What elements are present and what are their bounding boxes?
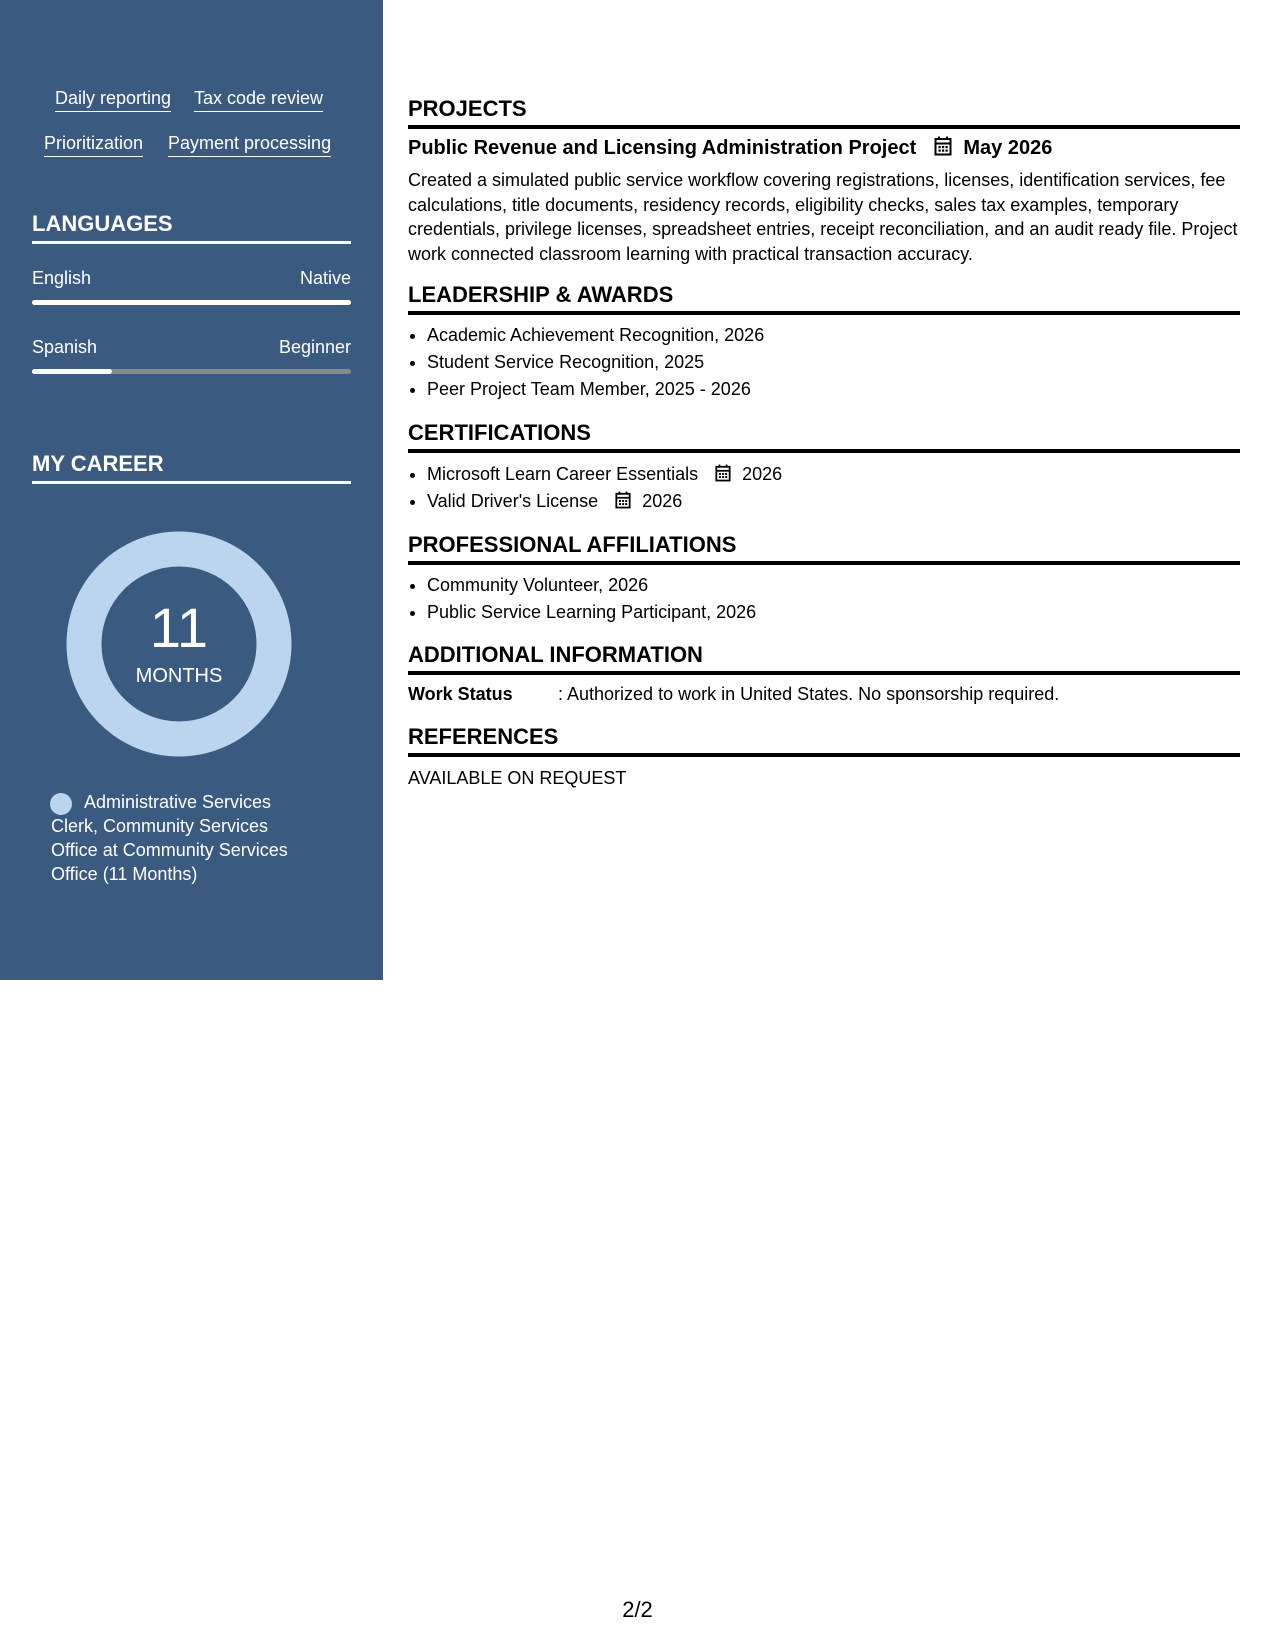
certifications-list — [408, 461, 1240, 515]
project-description: Created a simulated public service workflow covering registrations, licenses, identification services, fee calculations, title documents, residency records, eligibility checks, sales tax examples, temporary credentials, privilege licenses, spreadsheet entries, receipt reconciliation, and an audit ready file. Project work connected classroom learning with practical transaction accuracy. — [408, 170, 1238, 264]
awards-list — [408, 322, 1240, 403]
projects-heading: PROJECTS — [408, 96, 1240, 129]
language-bar-english — [32, 300, 351, 305]
career-legend-entry: Administrative Services Clerk, Community Services Office at Community Services Office (11 Months) — [51, 792, 288, 884]
work-status-label: Work Status — [408, 684, 513, 704]
list-item: • Peer Project Team Member, 2025 - 2026 — [427, 376, 1240, 403]
skill-tag: Daily reporting — [55, 88, 171, 112]
career-total-unit: MONTHS — [135, 665, 223, 687]
list-item — [427, 461, 1240, 488]
list-item: • Academic Achievement Recognition, 2026 — [427, 322, 1240, 349]
project-date: May 2026 — [963, 137, 1053, 159]
language-bar-spanish — [32, 369, 351, 374]
language-level: Beginner — [278, 337, 351, 357]
references-heading: REFERENCES — [408, 724, 1240, 757]
language-level: Native — [299, 268, 351, 288]
page-number: 2/2 — [622, 1597, 653, 1622]
certifications-heading: CERTIFICATIONS — [408, 420, 1240, 453]
list-item — [427, 488, 1240, 515]
certification-year: 2026 — [642, 491, 683, 511]
awards-heading: LEADERSHIP & AWARDS — [408, 282, 1240, 315]
affiliations-list — [408, 572, 1240, 626]
project-title: Public Revenue and Licensing Administration Project — [408, 137, 917, 159]
calendar-icon — [715, 464, 731, 482]
skill-tag: Payment processing — [168, 133, 331, 157]
certification-name: Microsoft Learn Career Essentials — [427, 464, 699, 484]
affiliations-heading: PROFESSIONAL AFFILIATIONS — [408, 532, 1240, 565]
list-item: • Public Service Learning Participant, 2026 — [427, 599, 1240, 626]
certification-name: Valid Driver's License — [427, 491, 599, 511]
language-bar-fill — [32, 300, 351, 305]
additional-info-heading: ADDITIONAL INFORMATION — [408, 642, 1240, 675]
language-bar-fill — [32, 369, 112, 374]
references-text: AVAILABLE ON REQUEST — [408, 768, 627, 788]
career-total-months: 11 — [149, 596, 209, 659]
languages-heading: LANGUAGES — [32, 211, 351, 244]
list-item: • Community Volunteer, 2026 — [427, 572, 1240, 599]
language-name: English — [32, 268, 92, 288]
certification-year: 2026 — [742, 464, 783, 484]
career-heading: MY CAREER — [32, 451, 351, 484]
project-title-line — [408, 136, 1052, 160]
skill-tag: Prioritization — [44, 133, 143, 157]
language-name: Spanish — [32, 337, 98, 357]
skill-tag: Tax code review — [194, 88, 323, 112]
calendar-icon — [615, 491, 631, 509]
sidebar — [0, 0, 383, 980]
list-item: • Student Service Recognition, 2025 — [427, 349, 1240, 376]
work-status-value: : Authorized to work in United States. No sponsorship required. — [558, 684, 1060, 704]
work-status-row — [408, 684, 1059, 705]
calendar-icon — [934, 136, 952, 156]
